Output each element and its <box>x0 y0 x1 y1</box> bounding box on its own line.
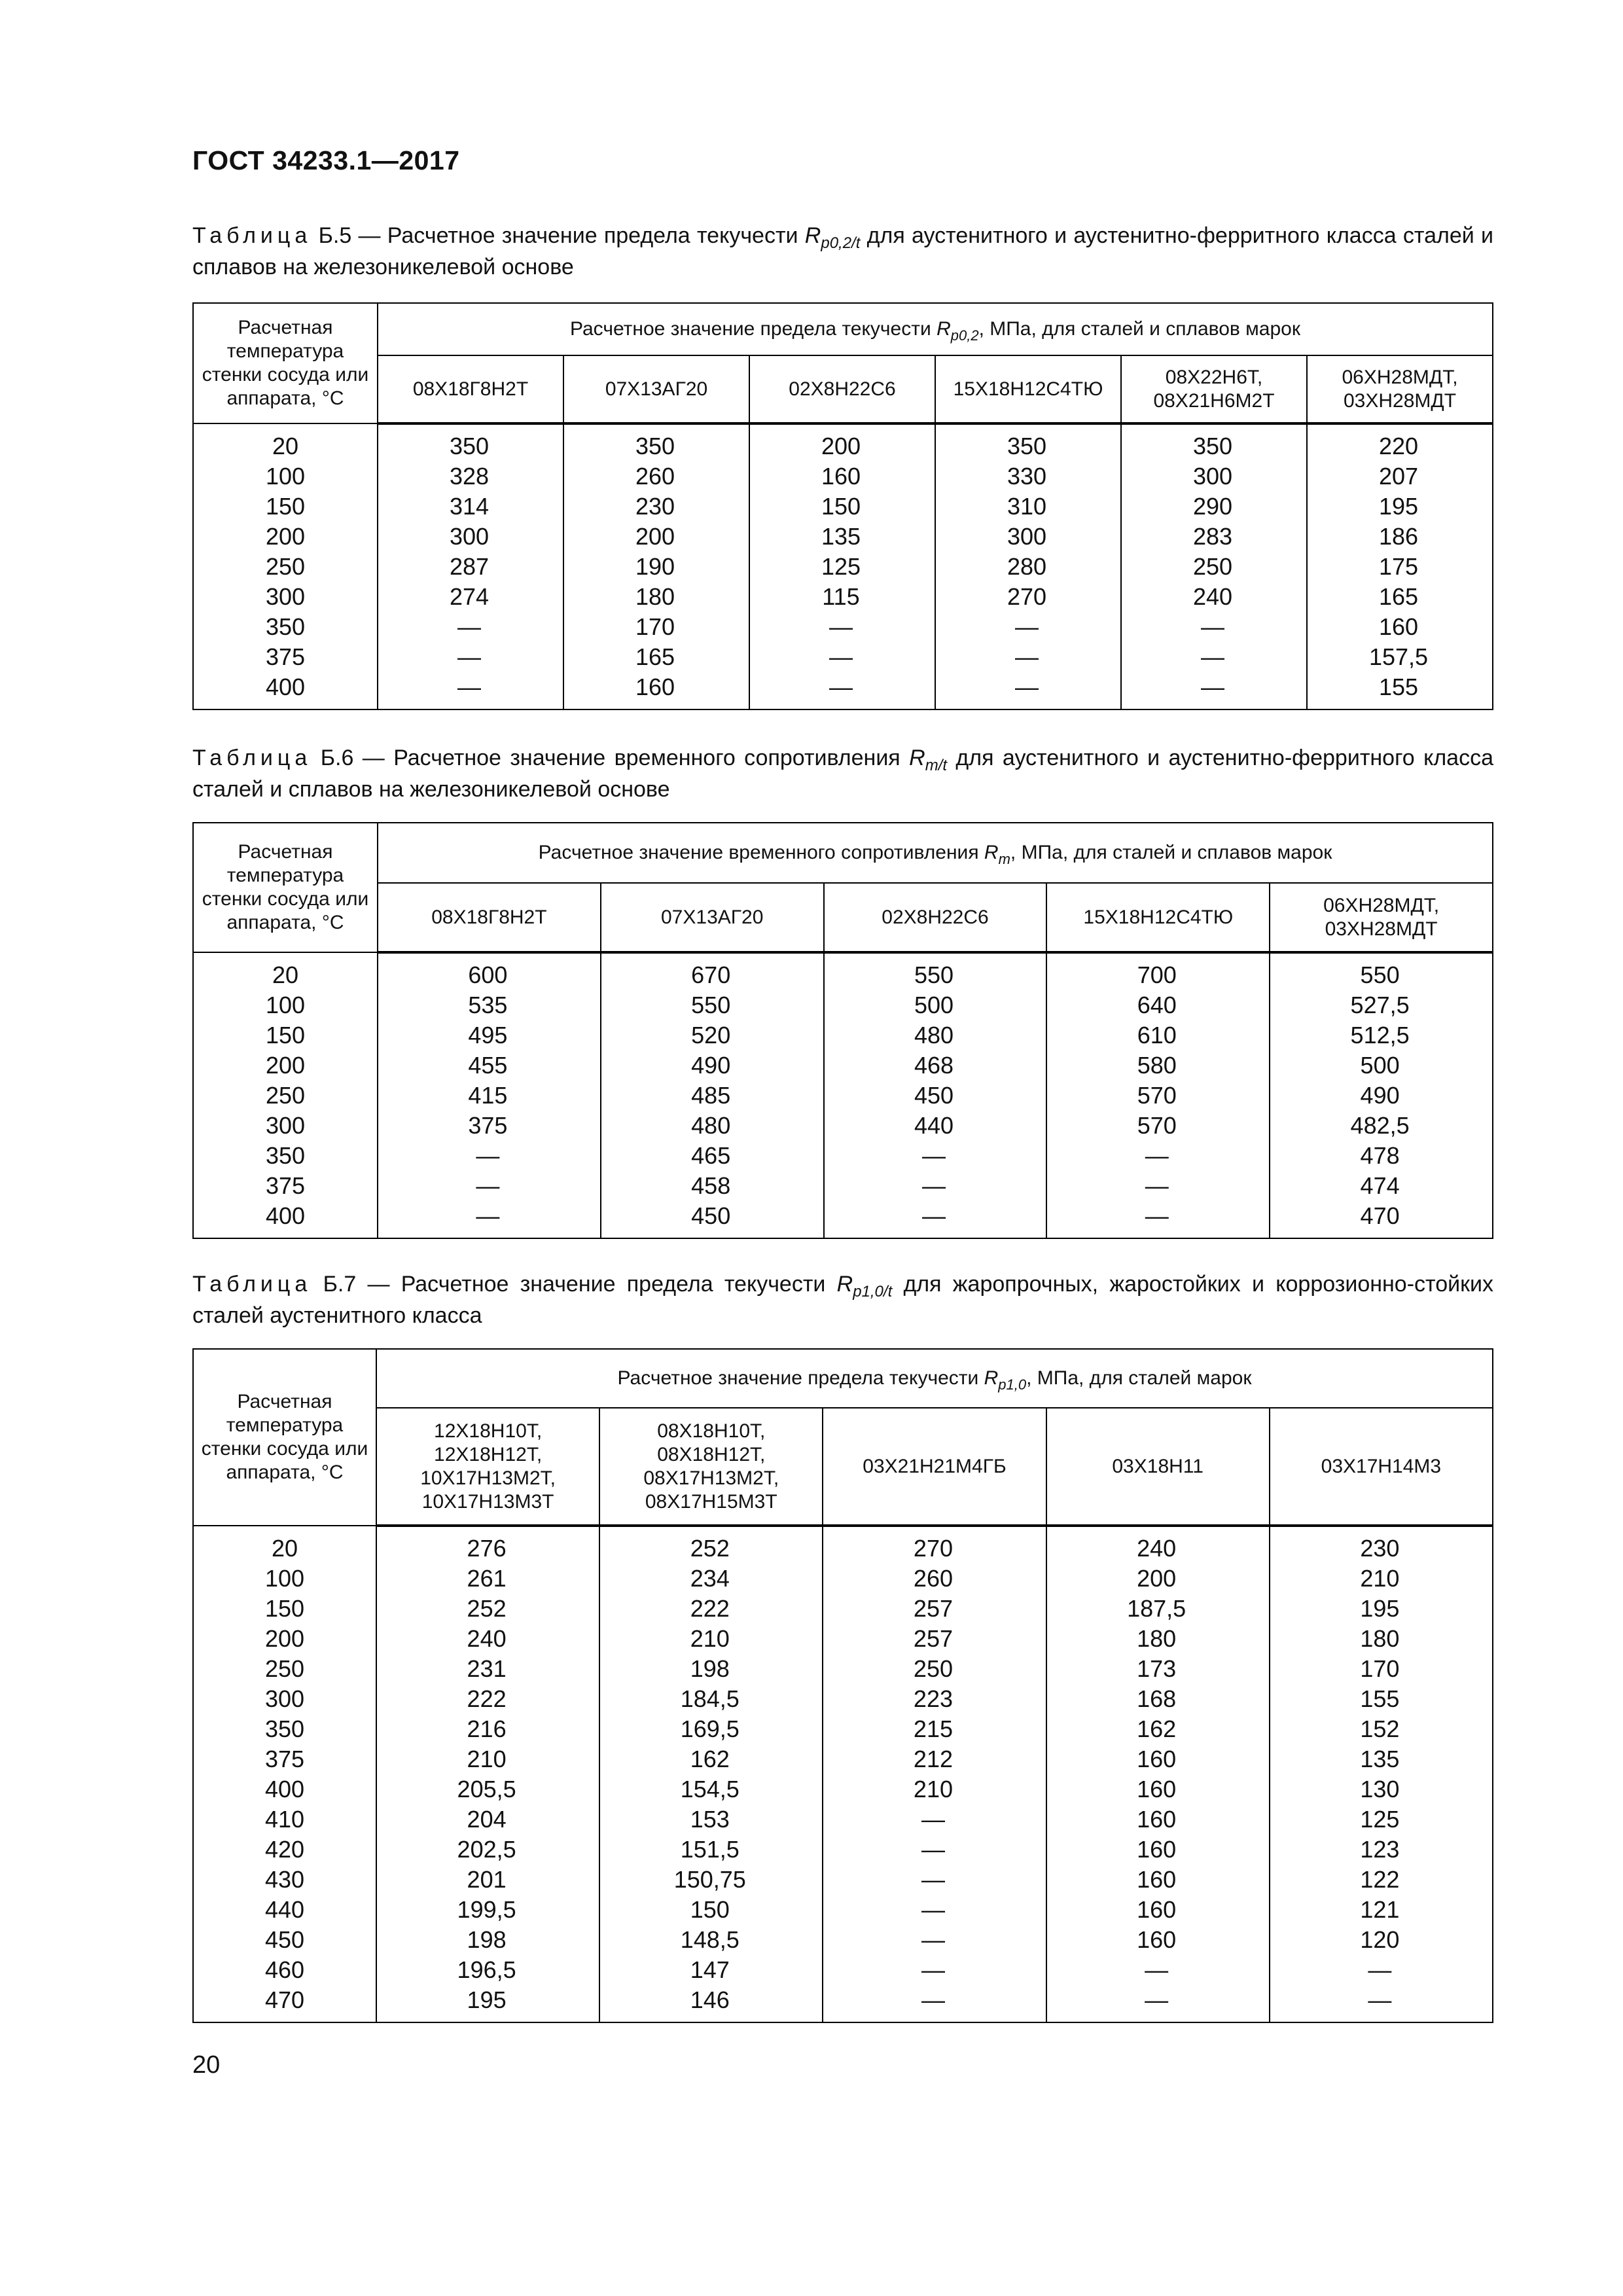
value-cell: 165 <box>1307 582 1493 612</box>
value-cell: 535 <box>378 990 601 1020</box>
value-cell: — <box>1121 612 1307 642</box>
value-cell: 195 <box>1307 492 1493 522</box>
table-b5-caption: Таблица Б.5 — Расчетное значение предела текучести $R_{p0,2/t}$ для аустенитного и аустенитно-ферритного класса сталей и сплавов на железоникелевой основе <box>192 223 1493 279</box>
temperature-cell: 100 <box>193 1564 376 1594</box>
value-cell: — <box>1270 1955 1493 1985</box>
temperature-cell: 400 <box>193 1201 378 1238</box>
temperature-cell: 100 <box>193 461 378 492</box>
table-row <box>193 423 1493 461</box>
table-row <box>193 612 1493 642</box>
value-cell: 490 <box>601 1050 824 1081</box>
value-cell: 150 <box>599 1895 823 1925</box>
value-cell: 240 <box>376 1624 599 1654</box>
value-cell: 240 <box>1046 1526 1270 1564</box>
value-cell: 490 <box>1270 1081 1493 1111</box>
value-cell: 160 <box>1046 1744 1270 1774</box>
table-row <box>193 1081 1493 1111</box>
table-row <box>193 1865 1493 1895</box>
value-cell: 155 <box>1307 672 1493 709</box>
temperature-cell: 375 <box>193 642 378 672</box>
value-cell: 330 <box>935 461 1121 492</box>
value-cell: — <box>1270 1985 1493 2022</box>
table-row <box>193 1714 1493 1744</box>
value-cell: 283 <box>1121 522 1307 552</box>
table-row <box>193 492 1493 522</box>
steel-grade-column-header: 06ХН28МДТ, 03ХН28МДТ <box>1307 355 1493 423</box>
value-cell: 550 <box>1270 952 1493 990</box>
value-cell: 170 <box>1270 1654 1493 1684</box>
value-cell: — <box>823 1895 1046 1925</box>
value-cell: 485 <box>601 1081 824 1111</box>
table-row <box>193 642 1493 672</box>
table-row <box>193 1201 1493 1238</box>
temperature-cell: 150 <box>193 1594 376 1624</box>
value-cell: 482,5 <box>1270 1111 1493 1141</box>
value-cell: 216 <box>376 1714 599 1744</box>
value-cell: 415 <box>378 1081 601 1111</box>
value-cell: — <box>378 642 563 672</box>
value-cell: 580 <box>1046 1050 1270 1081</box>
table-row <box>193 1895 1493 1925</box>
value-cell: — <box>823 1865 1046 1895</box>
value-cell: 200 <box>749 423 935 461</box>
temperature-cell: 150 <box>193 1020 378 1050</box>
value-cell: — <box>1121 642 1307 672</box>
value-cell: 570 <box>1046 1111 1270 1141</box>
value-cell: 550 <box>824 952 1047 990</box>
value-cell: — <box>824 1201 1047 1238</box>
value-cell: 151,5 <box>599 1835 823 1865</box>
table-row <box>193 1050 1493 1081</box>
value-cell: 195 <box>376 1985 599 2022</box>
group-header: Расчетное значение предела текучести $R_{p0,2}$, МПа, для сталей и сплавов марок <box>378 303 1493 355</box>
table-row <box>193 1526 1493 1564</box>
value-cell: — <box>824 1141 1047 1171</box>
value-cell: 222 <box>376 1684 599 1714</box>
value-cell: 210 <box>599 1624 823 1654</box>
value-cell: — <box>749 672 935 709</box>
table-b7-caption: Таблица Б.7 — Расчетное значение предела текучести $R_{p1,0/t}$ для жаропрочных, жаростойких и коррозионно-стойких сталей аустенитного класса <box>192 1272 1493 1328</box>
temperature-cell: 430 <box>193 1865 376 1895</box>
steel-grade-column-header: 12Х18Н10Т, 12Х18Н12Т, 10Х17Н13М2Т, 10Х17Н13М3Т <box>376 1408 599 1526</box>
temperature-cell: 250 <box>193 1654 376 1684</box>
steel-grade-column-header: 15Х18Н12С4ТЮ <box>1046 883 1270 952</box>
temperature-cell: 200 <box>193 522 378 552</box>
value-cell: 210 <box>1270 1564 1493 1594</box>
value-cell: 121 <box>1270 1895 1493 1925</box>
value-cell: 570 <box>1046 1081 1270 1111</box>
table-row <box>193 672 1493 709</box>
value-cell: — <box>749 642 935 672</box>
value-cell: 287 <box>378 552 563 582</box>
value-cell: 160 <box>1046 1925 1270 1955</box>
document-header: ГОСТ 34233.1—2017 <box>192 145 460 175</box>
value-cell: — <box>935 672 1121 709</box>
table-row <box>193 1985 1493 2022</box>
value-cell: — <box>823 1955 1046 1985</box>
value-cell: — <box>824 1171 1047 1201</box>
value-cell: 512,5 <box>1270 1020 1493 1050</box>
table-row <box>193 1564 1493 1594</box>
value-cell: — <box>823 1804 1046 1835</box>
value-cell: 350 <box>563 423 749 461</box>
value-cell: 350 <box>1121 423 1307 461</box>
value-cell: 260 <box>563 461 749 492</box>
temperature-cell: 350 <box>193 1141 378 1171</box>
value-cell: 122 <box>1270 1865 1493 1895</box>
value-cell: 500 <box>1270 1050 1493 1081</box>
value-cell: 186 <box>1307 522 1493 552</box>
value-cell: 205,5 <box>376 1774 599 1804</box>
value-cell: 125 <box>1270 1804 1493 1835</box>
value-cell: 123 <box>1270 1835 1493 1865</box>
value-cell: 187,5 <box>1046 1594 1270 1624</box>
value-cell: 290 <box>1121 492 1307 522</box>
value-cell: 200 <box>1046 1564 1270 1594</box>
value-cell: 328 <box>378 461 563 492</box>
value-cell: 196,5 <box>376 1955 599 1985</box>
value-cell: 152 <box>1270 1714 1493 1744</box>
value-cell: 480 <box>601 1111 824 1141</box>
steel-grade-column-header: 03Х21Н21М4ГБ <box>823 1408 1046 1526</box>
table-row <box>193 1955 1493 1985</box>
table-row <box>193 1624 1493 1654</box>
value-cell: 160 <box>563 672 749 709</box>
temperature-cell: 375 <box>193 1171 378 1201</box>
value-cell: 175 <box>1307 552 1493 582</box>
temperature-cell: 350 <box>193 612 378 642</box>
temperature-column-header: Расчетная температура стенки сосуда или аппарата, °С <box>193 823 378 952</box>
temperature-cell: 300 <box>193 1111 378 1141</box>
temperature-cell: 200 <box>193 1050 378 1081</box>
table-b6 <box>192 822 1493 1239</box>
temperature-cell: 200 <box>193 1624 376 1654</box>
value-cell: 300 <box>935 522 1121 552</box>
value-cell: 234 <box>599 1564 823 1594</box>
value-cell: 180 <box>1270 1624 1493 1654</box>
value-cell: — <box>823 1985 1046 2022</box>
temperature-cell: 250 <box>193 552 378 582</box>
table-row <box>193 1020 1493 1050</box>
value-cell: 160 <box>1046 1774 1270 1804</box>
table-row <box>193 1171 1493 1201</box>
table-row <box>193 1744 1493 1774</box>
value-cell: 212 <box>823 1744 1046 1774</box>
value-cell: 270 <box>935 582 1121 612</box>
value-cell: 199,5 <box>376 1895 599 1925</box>
value-cell: 500 <box>824 990 1047 1020</box>
value-cell: 154,5 <box>599 1774 823 1804</box>
value-cell: 210 <box>823 1774 1046 1804</box>
temperature-cell: 400 <box>193 1774 376 1804</box>
value-cell: 135 <box>749 522 935 552</box>
value-cell: 474 <box>1270 1171 1493 1201</box>
table-row <box>193 522 1493 552</box>
temperature-cell: 470 <box>193 1985 376 2022</box>
value-cell: 162 <box>1046 1714 1270 1744</box>
value-cell: 257 <box>823 1594 1046 1624</box>
value-cell: 310 <box>935 492 1121 522</box>
value-cell: 230 <box>563 492 749 522</box>
value-cell: 165 <box>563 642 749 672</box>
temperature-column-header: Расчетная температура стенки сосуда или аппарата, °С <box>193 1349 376 1526</box>
table-row <box>193 1925 1493 1955</box>
temperature-cell: 20 <box>193 423 378 461</box>
value-cell: 222 <box>599 1594 823 1624</box>
value-cell: 153 <box>599 1804 823 1835</box>
value-cell: 120 <box>1270 1925 1493 1955</box>
value-cell: 274 <box>378 582 563 612</box>
steel-grade-column-header: 03Х17Н14М3 <box>1270 1408 1493 1526</box>
value-cell: 261 <box>376 1564 599 1594</box>
value-cell: 375 <box>378 1111 601 1141</box>
value-cell: 150,75 <box>599 1865 823 1895</box>
value-cell: 440 <box>824 1111 1047 1141</box>
value-cell: 198 <box>599 1654 823 1684</box>
table-row <box>193 1684 1493 1714</box>
value-cell: 162 <box>599 1744 823 1774</box>
temperature-cell: 450 <box>193 1925 376 1955</box>
temperature-cell: 20 <box>193 1526 376 1564</box>
value-cell: 201 <box>376 1865 599 1895</box>
steel-grade-column-header: 08Х22Н6Т, 08Х21Н6М2Т <box>1121 355 1307 423</box>
value-cell: 240 <box>1121 582 1307 612</box>
value-cell: 160 <box>1046 1865 1270 1895</box>
value-cell: 300 <box>1121 461 1307 492</box>
value-cell: 115 <box>749 582 935 612</box>
value-cell: 215 <box>823 1714 1046 1744</box>
table-row <box>193 1835 1493 1865</box>
value-cell: — <box>823 1835 1046 1865</box>
value-cell: 130 <box>1270 1774 1493 1804</box>
value-cell: 198 <box>376 1925 599 1955</box>
value-cell: 252 <box>376 1594 599 1624</box>
value-cell: — <box>1121 672 1307 709</box>
value-cell: 700 <box>1046 952 1270 990</box>
value-cell: 170 <box>563 612 749 642</box>
table-row <box>193 1141 1493 1171</box>
steel-grade-column-header: 06ХН28МДТ, 03ХН28МДТ <box>1270 883 1493 952</box>
value-cell: — <box>935 642 1121 672</box>
value-cell: 180 <box>1046 1624 1270 1654</box>
steel-grade-column-header: 08Х18Г8Н2Т <box>378 883 601 952</box>
value-cell: 640 <box>1046 990 1270 1020</box>
temperature-cell: 440 <box>193 1895 376 1925</box>
table-row <box>193 952 1493 990</box>
temperature-cell: 300 <box>193 582 378 612</box>
steel-grade-column-header: 02Х8Н22С6 <box>824 883 1047 952</box>
value-cell: 480 <box>824 1020 1047 1050</box>
value-cell: 276 <box>376 1526 599 1564</box>
value-cell: 135 <box>1270 1744 1493 1774</box>
table-row <box>193 990 1493 1020</box>
temperature-cell: 410 <box>193 1804 376 1835</box>
value-cell: 207 <box>1307 461 1493 492</box>
value-cell: 200 <box>563 522 749 552</box>
value-cell: 450 <box>601 1201 824 1238</box>
value-cell: 550 <box>601 990 824 1020</box>
value-cell: 160 <box>1046 1835 1270 1865</box>
value-cell: 184,5 <box>599 1684 823 1714</box>
value-cell: — <box>823 1925 1046 1955</box>
temperature-cell: 375 <box>193 1744 376 1774</box>
temperature-column-header: Расчетная температура стенки сосуда или аппарата, °С <box>193 303 378 423</box>
value-cell: 146 <box>599 1985 823 2022</box>
value-cell: 252 <box>599 1526 823 1564</box>
group-header: Расчетное значение предела текучести $R_{p1,0}$, МПа, для сталей марок <box>376 1349 1493 1408</box>
group-header: Расчетное значение временного сопротивления $R_m$, МПа, для сталей и сплавов марок <box>378 823 1493 883</box>
value-cell: — <box>378 1201 601 1238</box>
value-cell: 270 <box>823 1526 1046 1564</box>
value-cell: — <box>935 612 1121 642</box>
temperature-cell: 400 <box>193 672 378 709</box>
value-cell: 202,5 <box>376 1835 599 1865</box>
temperature-cell: 420 <box>193 1835 376 1865</box>
value-cell: 204 <box>376 1804 599 1835</box>
value-cell: 350 <box>935 423 1121 461</box>
value-cell: 257 <box>823 1624 1046 1654</box>
value-cell: — <box>378 1171 601 1201</box>
value-cell: 160 <box>749 461 935 492</box>
steel-grade-column-header: 15Х18Н12С4ТЮ <box>935 355 1121 423</box>
table-row <box>193 552 1493 582</box>
value-cell: 231 <box>376 1654 599 1684</box>
value-cell: 190 <box>563 552 749 582</box>
table-row <box>193 461 1493 492</box>
value-cell: 180 <box>563 582 749 612</box>
steel-grade-column-header: 07Х13АГ20 <box>563 355 749 423</box>
steel-grade-column-header: 03Х18Н11 <box>1046 1408 1270 1526</box>
value-cell: 210 <box>376 1744 599 1774</box>
value-cell: 160 <box>1307 612 1493 642</box>
value-cell: 173 <box>1046 1654 1270 1684</box>
value-cell: 147 <box>599 1955 823 1985</box>
value-cell: 527,5 <box>1270 990 1493 1020</box>
value-cell: 148,5 <box>599 1925 823 1955</box>
value-cell: 280 <box>935 552 1121 582</box>
table-b6-caption: Таблица Б.6 — Расчетное значение временного сопротивления $R_{m/t}$ для аустенитного и аустенитно-ферритного класса сталей и сплавов на железоникелевой основе <box>192 745 1493 802</box>
value-cell: 125 <box>749 552 935 582</box>
value-cell: 465 <box>601 1141 824 1171</box>
value-cell: 169,5 <box>599 1714 823 1744</box>
steel-grade-column-header: 02Х8Н22С6 <box>749 355 935 423</box>
value-cell: 150 <box>749 492 935 522</box>
value-cell: — <box>1046 1141 1270 1171</box>
value-cell: 250 <box>1121 552 1307 582</box>
table-row <box>193 582 1493 612</box>
value-cell: 600 <box>378 952 601 990</box>
value-cell: 168 <box>1046 1684 1270 1714</box>
value-cell: 250 <box>823 1654 1046 1684</box>
steel-grade-column-header: 08Х18Г8Н2Т <box>378 355 563 423</box>
value-cell: 260 <box>823 1564 1046 1594</box>
table-row <box>193 1594 1493 1624</box>
value-cell: 470 <box>1270 1201 1493 1238</box>
value-cell: 160 <box>1046 1804 1270 1835</box>
page-number: 20 <box>192 2051 221 2079</box>
temperature-cell: 100 <box>193 990 378 1020</box>
value-cell: — <box>1046 1201 1270 1238</box>
steel-grade-column-header: 08Х18Н10Т, 08Х18Н12Т, 08Х17Н13М2Т, 08Х17Н15М3Т <box>599 1408 823 1526</box>
value-cell: 157,5 <box>1307 642 1493 672</box>
value-cell: — <box>1046 1985 1270 2022</box>
value-cell: — <box>1046 1171 1270 1201</box>
value-cell: — <box>749 612 935 642</box>
value-cell: 230 <box>1270 1526 1493 1564</box>
value-cell: 314 <box>378 492 563 522</box>
value-cell: 160 <box>1046 1895 1270 1925</box>
value-cell: 450 <box>824 1081 1047 1111</box>
value-cell: 458 <box>601 1171 824 1201</box>
table-b5 <box>192 302 1493 710</box>
value-cell: 455 <box>378 1050 601 1081</box>
temperature-cell: 300 <box>193 1684 376 1714</box>
temperature-cell: 250 <box>193 1081 378 1111</box>
table-row <box>193 1111 1493 1141</box>
steel-grade-column-header: 07Х13АГ20 <box>601 883 824 952</box>
value-cell: 220 <box>1307 423 1493 461</box>
temperature-cell: 350 <box>193 1714 376 1744</box>
value-cell: — <box>378 1141 601 1171</box>
value-cell: 155 <box>1270 1684 1493 1714</box>
table-b7 <box>192 1348 1493 2023</box>
temperature-cell: 150 <box>193 492 378 522</box>
value-cell: — <box>1046 1955 1270 1985</box>
value-cell: 223 <box>823 1684 1046 1714</box>
value-cell: 195 <box>1270 1594 1493 1624</box>
temperature-cell: 460 <box>193 1955 376 1985</box>
value-cell: 468 <box>824 1050 1047 1081</box>
value-cell: 670 <box>601 952 824 990</box>
value-cell: 350 <box>378 423 563 461</box>
value-cell: — <box>378 672 563 709</box>
value-cell: 478 <box>1270 1141 1493 1171</box>
value-cell: 610 <box>1046 1020 1270 1050</box>
table-row <box>193 1804 1493 1835</box>
value-cell: 495 <box>378 1020 601 1050</box>
value-cell: 300 <box>378 522 563 552</box>
value-cell: 520 <box>601 1020 824 1050</box>
value-cell: — <box>378 612 563 642</box>
temperature-cell: 20 <box>193 952 378 990</box>
table-row <box>193 1774 1493 1804</box>
table-row <box>193 1654 1493 1684</box>
